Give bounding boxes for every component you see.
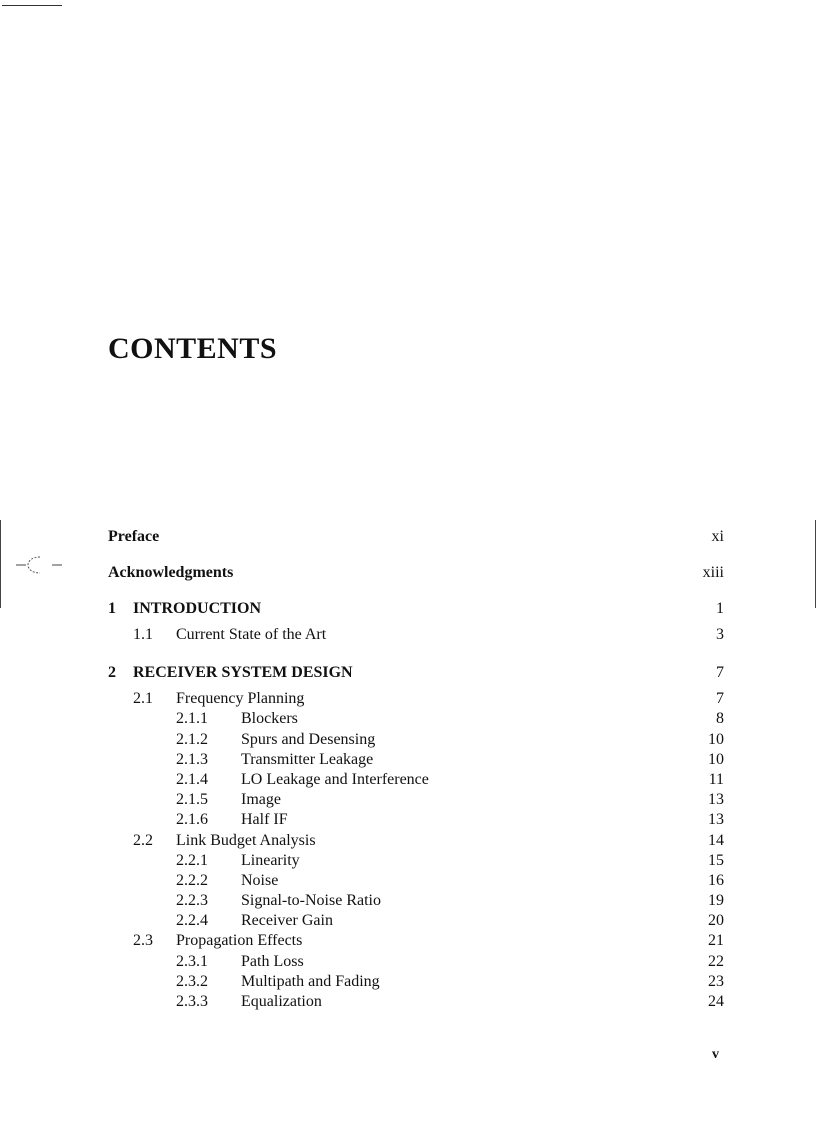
toc-subsection[interactable] (108, 730, 724, 750)
subsection-title: Half IF (241, 811, 288, 829)
subsection-title: Noise (241, 871, 279, 889)
toc-section[interactable] (108, 689, 724, 709)
toc-subsection[interactable] (108, 790, 724, 810)
subsection-title: LO Leakage and Interference (241, 770, 429, 788)
toc-chapter-2[interactable] (108, 662, 724, 684)
toc-entry-page: 10 (708, 750, 724, 768)
section-title: Frequency Planning (176, 690, 305, 708)
crop-mark (2, 5, 62, 6)
toc-chapter-1[interactable] (108, 598, 724, 620)
toc-entry-page: 23 (708, 972, 724, 990)
subsection-number: 2.1.3 (176, 750, 208, 768)
subsection-title: Path Loss (241, 952, 304, 970)
subsection-number: 2.2.1 (176, 851, 208, 869)
subsection-number: 2.1.6 (176, 811, 208, 829)
toc-entry-page: 3 (716, 626, 724, 643)
subsection-number: 2.2.3 (176, 892, 208, 910)
subsection-title: Receiver Gain (241, 912, 333, 930)
left-margin-line (0, 520, 1, 608)
toc-entry-page: 21 (708, 932, 724, 950)
toc-entry-page: 22 (708, 952, 724, 970)
section-number: 1.1 (133, 626, 153, 643)
subsection-number: 2.1.5 (176, 791, 208, 809)
toc-subsection[interactable] (108, 851, 724, 871)
toc-subsection[interactable] (108, 770, 724, 790)
toc-section[interactable] (108, 831, 724, 851)
chapter-number: 1 (108, 600, 116, 617)
toc-section[interactable] (108, 931, 724, 951)
toc-section[interactable] (108, 625, 724, 645)
chapter-title: RECEIVER SYSTEM DESIGN (133, 664, 353, 682)
subsection-title: Multipath and Fading (241, 972, 380, 990)
subsection-title: Signal-to-Noise Ratio (241, 892, 381, 910)
toc-entry-page: 11 (708, 770, 724, 788)
toc-entry-acknowledgments[interactable] (108, 562, 724, 584)
page-title: CONTENTS (108, 332, 278, 365)
toc-entry-page: 8 (716, 710, 724, 728)
section-number: 2.2 (133, 831, 153, 849)
registration-mark-icon (16, 553, 64, 577)
toc-entry-page: xiii (702, 564, 724, 581)
section-title: Propagation Effects (176, 932, 303, 950)
toc-entry-preface[interactable] (108, 526, 724, 548)
toc-entry-page: xi (711, 528, 724, 545)
chapter-number: 2 (108, 664, 116, 682)
toc-entry-page: 14 (708, 831, 724, 849)
subsection-title: Linearity (241, 851, 300, 869)
subsection-title: Transmitter Leakage (241, 750, 374, 768)
subsection-number: 2.2.2 (176, 871, 208, 889)
toc-entry-title: Preface (108, 528, 160, 545)
toc-subsection[interactable] (108, 891, 724, 911)
subsection-title: Blockers (241, 710, 298, 728)
toc-entry-page: 13 (708, 811, 724, 829)
toc-entry-page: 1 (716, 600, 724, 617)
subsection-number: 2.1.2 (176, 730, 208, 748)
toc-entry-page: 7 (716, 664, 724, 682)
section-number: 2.1 (133, 690, 153, 708)
toc-subsection[interactable] (108, 952, 724, 972)
subsection-number: 2.3.3 (176, 993, 208, 1010)
section-title: Link Budget Analysis (176, 831, 316, 849)
subsection-number: 2.1.1 (176, 710, 208, 728)
toc-subsection[interactable] (108, 972, 724, 992)
toc-subsection[interactable] (108, 992, 724, 1012)
toc-subsection[interactable] (108, 750, 724, 770)
toc-subsection[interactable] (108, 871, 724, 891)
table-of-contents (108, 526, 724, 1012)
toc-entry-page: 16 (708, 871, 724, 889)
subsection-number: 2.3.1 (176, 952, 208, 970)
subsection-title: Equalization (241, 993, 322, 1010)
toc-subsection[interactable] (108, 709, 724, 729)
chapter-title: INTRODUCTION (133, 600, 262, 617)
toc-subsection[interactable] (108, 911, 724, 931)
toc-entry-title: Acknowledgments (108, 564, 234, 581)
toc-entry-page: 15 (708, 851, 724, 869)
subsection-title: Spurs and Desensing (241, 730, 376, 748)
toc-subsection[interactable] (108, 810, 724, 830)
toc-entry-page: 19 (708, 892, 724, 910)
section-title: Current State of the Art (176, 626, 327, 643)
toc-entry-page: 13 (708, 791, 724, 809)
toc-entry-page: 20 (708, 912, 724, 930)
subsection-number: 2.3.2 (176, 972, 208, 990)
toc-entry-page: 24 (708, 993, 724, 1010)
subsection-number: 2.2.4 (176, 912, 208, 930)
page-folio: v (712, 1047, 719, 1062)
subsection-title: Image (241, 791, 281, 809)
toc-entry-page: 7 (716, 690, 724, 708)
section-number: 2.3 (133, 932, 153, 950)
toc-entry-page: 10 (708, 730, 724, 748)
subsection-number: 2.1.4 (176, 770, 208, 788)
